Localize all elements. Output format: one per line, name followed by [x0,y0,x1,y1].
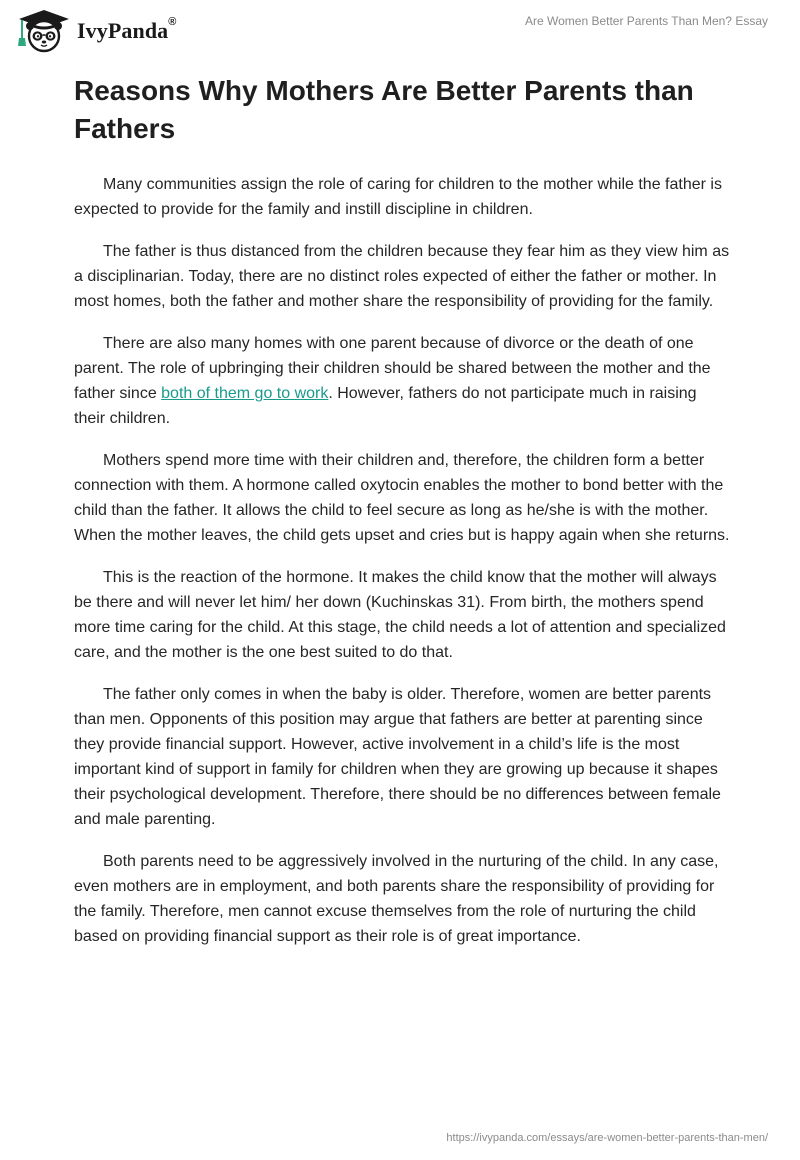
paragraph: This is the reaction of the hormone. It makes the child know that the mother will always be there and will never let him/ her down (Kuchinskas 31). From birth, the mothers spend more time caring for the child. At this stage, the child needs a lot of attention and specialized care, and the mother is the one best suited to do that. [74,569,726,661]
paragraph: The father is thus distanced from the children because they fear him as they view him as a disciplinarian. Today, there are no distinct roles expected of either the father or mother. In most homes, both the father and mother share the responsibility of providing for the family. [74,243,730,310]
paragraph: Both parents need to be aggressively involved in the nurturing of the child. In any case, even mothers are in employment, and both parents share the responsibility of providing for the family. Therefore, men cannot excuse themselves from the role of nurturing the child based on providing financial support as their role is of great importance. [74,853,719,945]
paragraph-text: . However, fathers do not participate much in raising their children. [74,385,697,427]
registered-mark: ® [168,16,177,28]
article-body [74,172,730,966]
paragraph-text: There are also many homes with one parent because of divorce or the death of one parent. The role of upbringing their children should be shared between the mother and the father since [74,335,711,402]
paragraph: Many communities assign the role of caring for children to the mother while the father is expected to provide for the family and instill discipline in children. [74,176,722,218]
paragraph: Mothers spend more time with their children and, therefore, the children form a better connection with them. A hormone called oxytocin enables the mother to bond better with the child than the father. It allows the child to feel secure as long as he/she is with the mother. When the mother leaves, the child gets upset and cries but is happy again when she returns. [74,452,730,544]
ivypanda-logo[interactable] [13,8,177,54]
paragraph: The father only comes in when the baby is older. Therefore, women are better parents than men. Opponents of this position may argue that fathers are better at parenting since they provide financial support. However, active involvement in a child’s life is the most important kind of support in family for children when they are growing up because it shapes their psychological development. Therefore, there should be no differences between female and male parenting. [74,686,721,828]
article-heading: Reasons Why Mothers Are Better Parents than Fathers [74,75,694,144]
source-url[interactable]: https://ivypanda.com/essays/are-women-better-parents-than-men/ [446,1132,768,1144]
work-link[interactable]: both of them go to work [161,385,329,402]
panda-graduate-icon [13,8,75,54]
paragraph [74,331,730,431]
document-title: Are Women Better Parents Than Men? Essay [524,14,768,28]
brand-name: IvyPanda® [77,16,177,43]
page-header [0,0,800,64]
